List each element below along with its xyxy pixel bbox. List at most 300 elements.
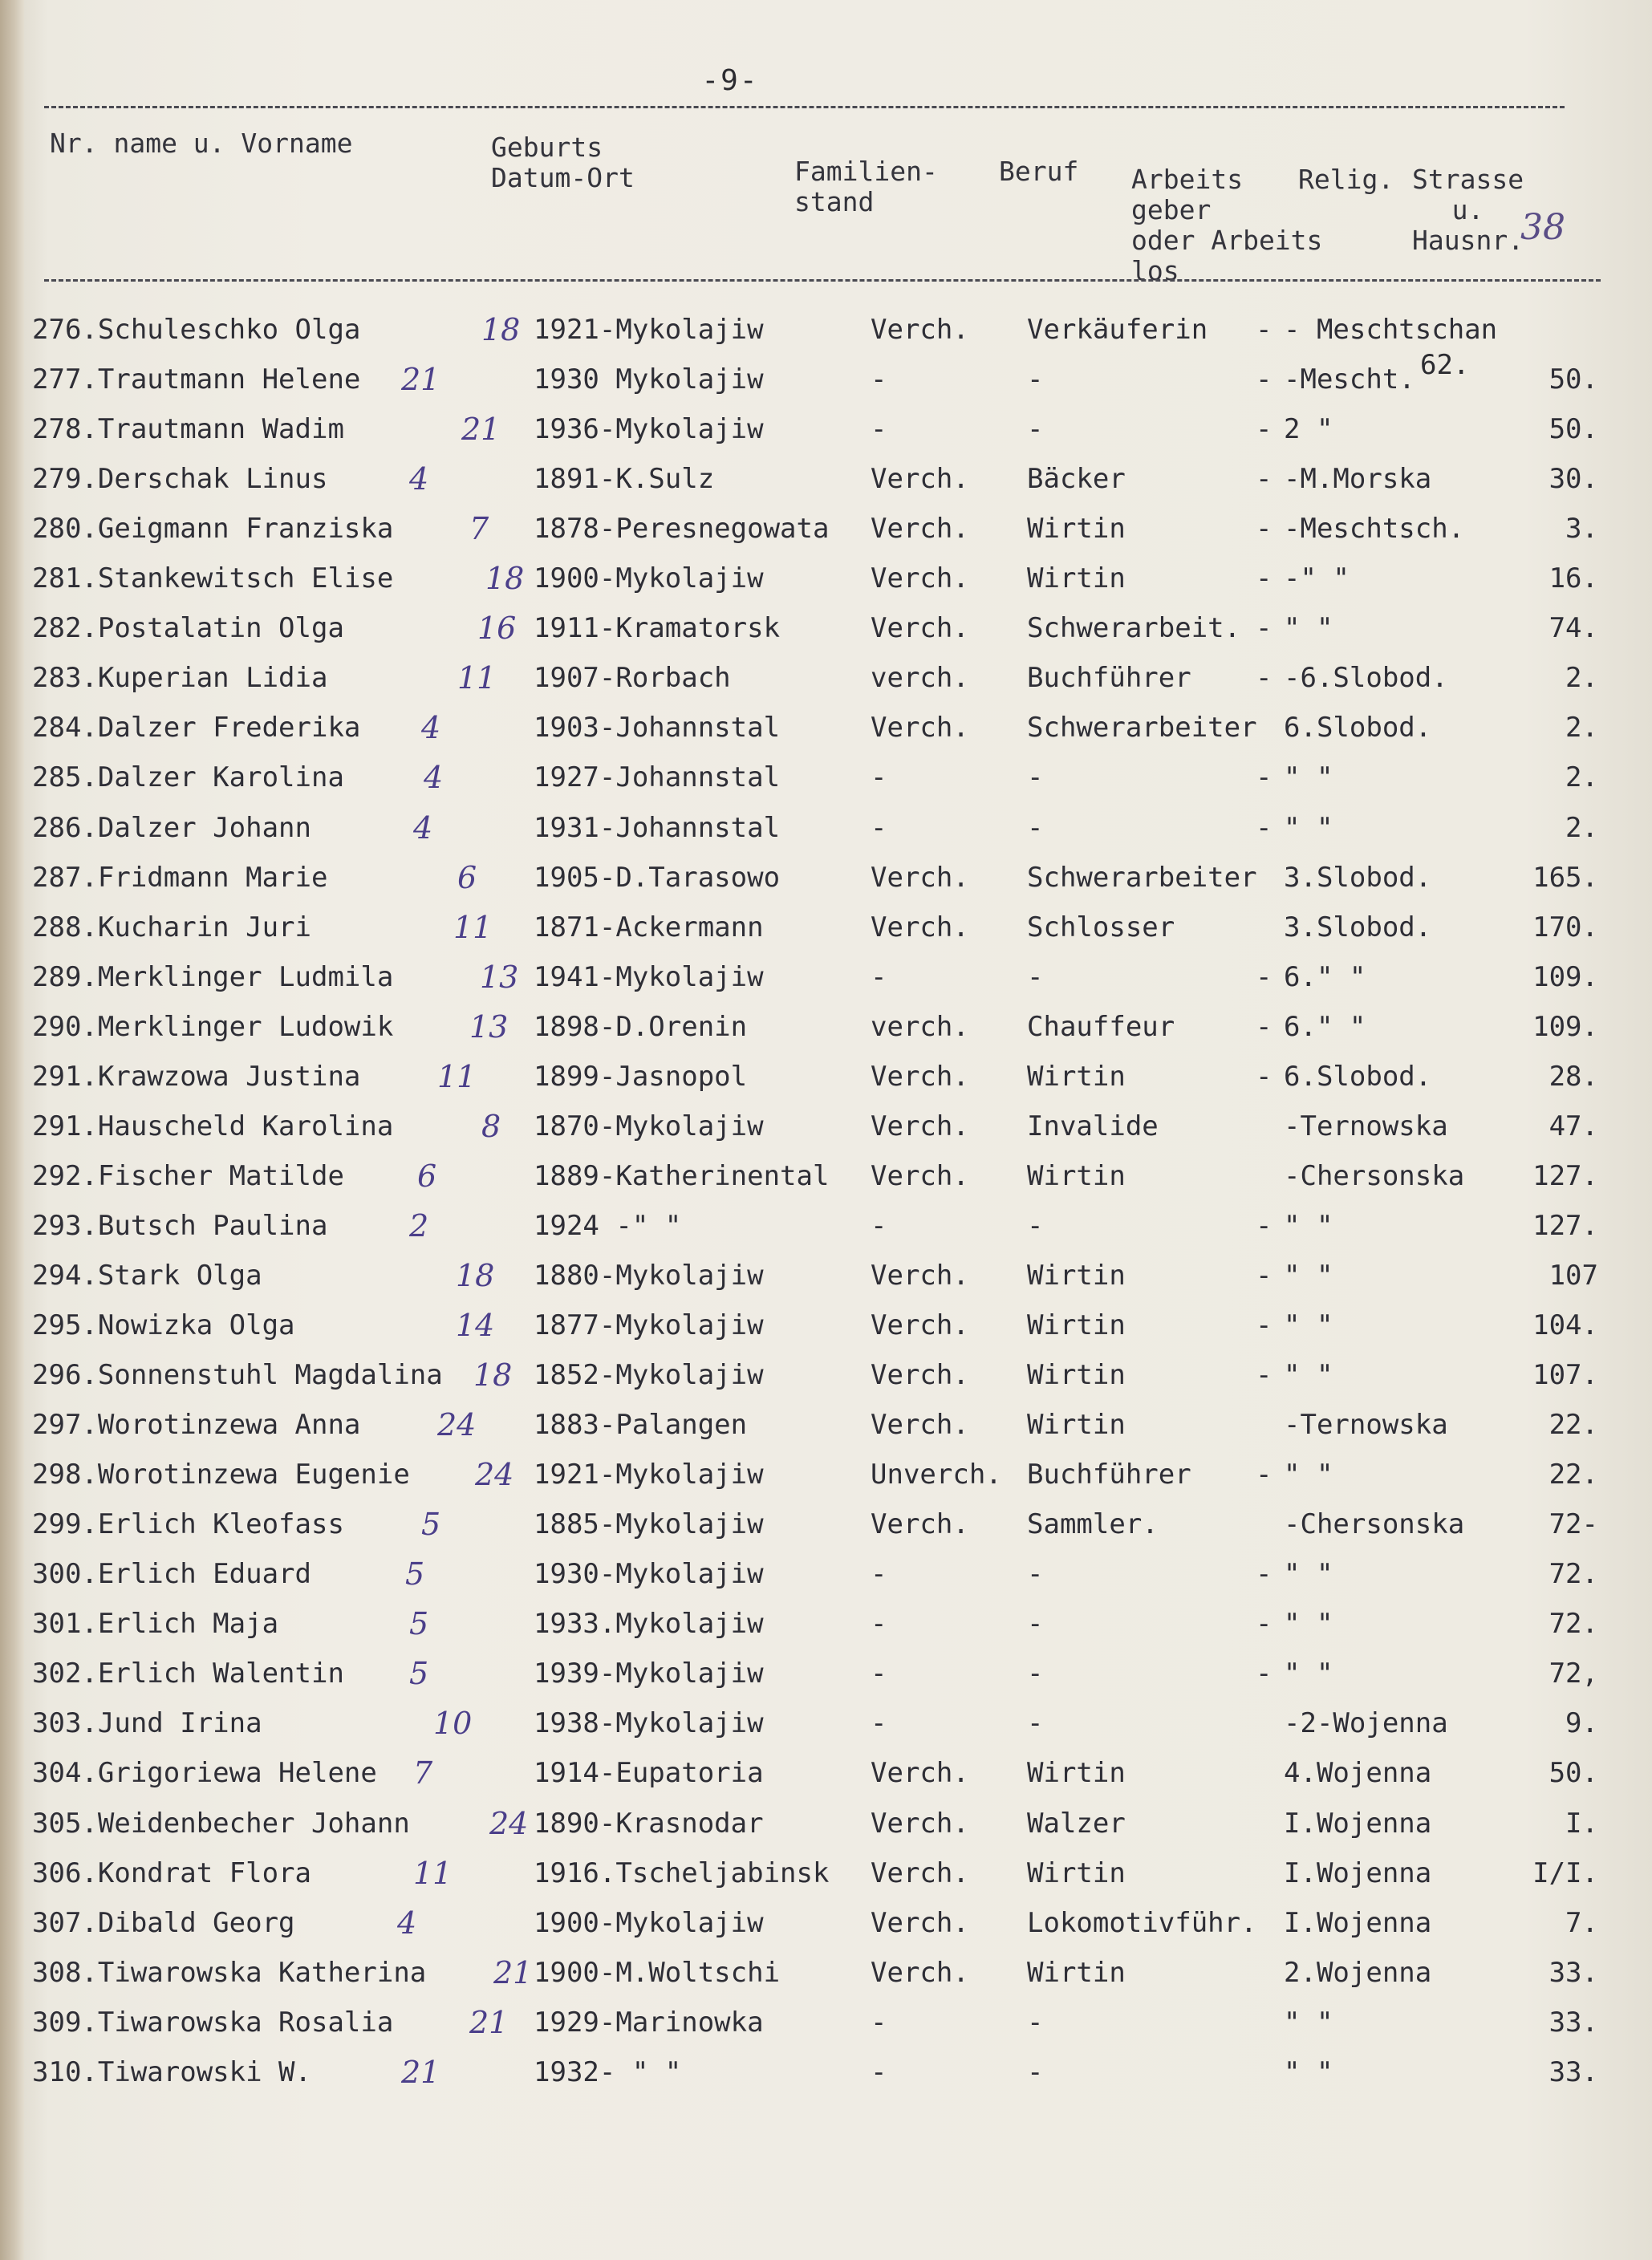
table-row [0,1507,1652,1556]
occupation: - [1027,1707,1044,1740]
birth-date-place: 1931-Johannstal [534,811,781,844]
birth-date-place: 1890-Krasnodar [534,1807,764,1840]
employment-status: - [1256,612,1272,645]
table-row [0,2055,1652,2104]
birth-date-place: 1891-K.Sulz [534,463,715,496]
employment-status: - [1256,1459,1272,1491]
marital-status: Verch. [871,1359,969,1392]
house-number: 28. [1548,1060,1598,1093]
table-row [0,1607,1652,1655]
table-row [0,1557,1652,1605]
occupation: Wirtin [1027,1409,1126,1442]
street-address: " " [1284,1259,1333,1292]
table-row [0,1309,1652,1357]
handwritten-mark: 4 [409,461,429,497]
marital-status: Unverch. [871,1459,1002,1491]
street-address: -Chersonska [1284,1508,1465,1541]
street-address: -Ternowska [1284,1409,1448,1442]
employment-status: - [1256,1010,1272,1043]
handwritten-mark: 11 [457,660,497,696]
handwritten-mark: 4 [397,1905,417,1941]
person-name: 287.Fridmann Marie [32,861,328,894]
marital-status: Verch. [871,1110,969,1142]
house-number: I/I. [1532,1856,1598,1889]
birth-date-place: 1930-Mykolajiw [534,1558,764,1591]
table-row [0,562,1652,610]
header-arbeitgeber: Arbeits geber oder Arbeits los [1131,164,1323,286]
handwritten-mark: 7 [469,511,489,547]
occupation: Wirtin [1027,1856,1126,1889]
handwritten-mark: 8 [481,1108,501,1144]
person-name: 279.Derschak Linus [32,463,328,496]
street-address: " " [1284,1558,1333,1591]
employment-status: - [1256,1209,1272,1242]
person-name: 304.Grigoriewa Helene [32,1757,377,1790]
header-familienstand: Familien- stand [794,156,938,217]
house-number: 16. [1548,562,1598,595]
house-number: 127. [1532,1159,1598,1192]
street-address: " " [1284,2055,1333,2088]
street-address: " " [1284,1209,1333,1242]
handwritten-mark: 7 [413,1755,433,1791]
handwritten-mark: 4 [421,710,441,746]
street-address: 6.Slobod. [1284,712,1432,745]
table-row [0,711,1652,759]
street-address: I.Wojenna [1284,1906,1432,1939]
table-row [0,1408,1652,1456]
birth-date-place: 1924 -" " [534,1209,682,1242]
employment-status: - [1256,1657,1272,1690]
header-relig: Relig. [1298,164,1394,195]
handwritten-mark: 13 [480,959,519,995]
person-name: 289.Merklinger Ludmila [32,960,394,993]
marital-status: Verch. [871,1309,969,1341]
handwritten-mark: 21 [493,1954,533,1990]
employment-status: - [1256,1309,1272,1341]
table-row [0,861,1652,909]
marital-status: Verch. [871,1159,969,1192]
birth-date-place: 1938-Mykolajiw [534,1707,764,1740]
birth-date-place: 1916.Tscheljabinsk [534,1856,830,1889]
handwritten-mark: 11 [437,1058,477,1094]
street-address: -6.Slobod. [1284,662,1448,695]
table-row [0,1010,1652,1058]
marital-status: Verch. [871,1856,969,1889]
table-row [0,1956,1652,2004]
birth-date-place: 1914-Eupatoria [534,1757,764,1790]
birth-date-place: 1911-Kramatorsk [534,612,781,645]
person-name: 294.Stark Olga [32,1259,262,1292]
birth-date-place: 1939-Mykolajiw [534,1657,764,1690]
marital-status: Verch. [871,513,969,546]
street-address: " " [1284,811,1333,844]
employment-status: - [1256,960,1272,993]
employment-status: - [1256,1060,1272,1093]
handwritten-mark: 5 [409,1656,429,1692]
occupation: Sammler. [1027,1508,1159,1541]
header-nr-name: Nr. name u. Vorname [50,128,353,159]
house-number: 109. [1532,960,1598,993]
occupation: Invalide [1027,1110,1159,1142]
employment-status: - [1256,1558,1272,1591]
birth-date-place: 1871-Ackermann [534,911,764,943]
house-number: 33. [1548,2055,1598,2088]
marital-status: Verch. [871,612,969,645]
occupation: Buchführer [1027,662,1191,695]
table-row [0,1259,1652,1307]
house-number: 107 [1548,1259,1598,1292]
person-name: 308.Tiwarowska Katherina [32,1956,427,1989]
house-number: 72, [1548,1657,1598,1690]
house-number: 3. [1565,513,1598,546]
employment-status: - [1256,1608,1272,1641]
table-row [0,611,1652,659]
occupation: - [1027,1657,1044,1690]
handwritten-mark: 21 [461,412,501,448]
marital-status: - [871,2006,887,2039]
person-name: 285.Dalzer Karolina [32,761,344,794]
occupation: Wirtin [1027,1757,1126,1790]
street-address: " " [1284,612,1333,645]
marital-status: Verch. [871,1409,969,1442]
birth-date-place: 1929-Marinowka [534,2006,764,2039]
birth-date-place: 1903-Johannstal [534,712,781,745]
table-row [0,1159,1652,1207]
occupation: - [1027,1209,1044,1242]
street-address: -Ternowska [1284,1110,1448,1142]
marital-status: - [871,363,887,396]
occupation: Schwerarbeiter [1027,712,1257,745]
handwritten-mark: 10 [433,1706,473,1742]
birth-date-place: 1932- " " [534,2055,682,2088]
occupation: - [1027,413,1044,446]
marital-status: Verch. [871,314,969,346]
handwritten-mark: 21 [401,2054,440,2090]
birth-date-place: 1870-Mykolajiw [534,1110,764,1142]
house-number: 22. [1548,1459,1598,1491]
occupation: - [1027,363,1044,396]
person-name: 292.Fischer Matilde [32,1159,344,1192]
birth-date-place: 1936-Mykolajiw [534,413,764,446]
street-address: I.Wojenna [1284,1856,1432,1889]
person-name: 288.Kucharin Juri [32,911,311,943]
house-number: 7. [1565,1906,1598,1939]
occupation: Verkäuferin [1027,314,1208,346]
occupation: Chauffeur [1027,1010,1175,1043]
person-name: 310.Tiwarowski W. [32,2055,311,2088]
handwritten-mark: 18 [485,561,525,597]
person-name: 307.Dibald Georg [32,1906,295,1939]
house-number: 30. [1548,463,1598,496]
street-address: 2.Wojenna [1284,1956,1432,1989]
marital-status: - [871,2055,887,2088]
house-number: 33. [1548,2006,1598,2039]
marital-status: Verch. [871,1757,969,1790]
table-row [0,1060,1652,1108]
house-number: 127. [1532,1209,1598,1242]
occupation: Wirtin [1027,513,1126,546]
house-number: 107. [1532,1359,1598,1392]
occupation: - [1027,761,1044,794]
street-address: " " [1284,1608,1333,1641]
employment-status: - [1256,463,1272,496]
marital-status: - [871,761,887,794]
person-name: 303.Jund Irina [32,1707,262,1740]
marital-status: - [871,1209,887,1242]
person-name: 282.Postalatin Olga [32,612,344,645]
person-name: 278.Trautmann Wadim [32,413,344,446]
street-address: " " [1284,761,1333,794]
handwritten-mark: 18 [456,1257,495,1293]
handwritten-mark: 2 [409,1207,429,1244]
table-row [0,761,1652,809]
marital-status: - [871,1707,887,1740]
handwritten-mark: 6 [457,859,477,895]
handwritten-mark: 5 [405,1556,425,1593]
handwritten-mark: 13 [469,1008,509,1045]
birth-date-place: 1880-Mykolajiw [534,1259,764,1292]
house-number: 2. [1565,811,1598,844]
table-row [0,1807,1652,1855]
birth-date-place: 1930 Mykolajiw [534,363,764,396]
person-name: 276.Schuleschko Olga [32,314,361,346]
house-number: 72- [1548,1508,1598,1541]
table-row [0,1657,1652,1705]
person-name: 281.Stankewitsch Elise [32,562,394,595]
marital-status: - [871,1657,887,1690]
person-name: 277.Trautmann Helene [32,363,361,396]
birth-date-place: 1899-Jasnopol [534,1060,748,1093]
marital-status: Verch. [871,911,969,943]
handwritten-mark: 18 [481,312,521,347]
marital-status: Verch. [871,562,969,595]
street-address: 6." " [1284,960,1366,993]
street-address: 2 " [1284,413,1333,446]
house-number: 9. [1565,1707,1598,1740]
occupation: Schwerarbeiter [1027,861,1257,894]
birth-date-place: 1900-Mykolajiw [534,1906,764,1939]
occupation: - [1027,811,1044,844]
marital-status: Verch. [871,1956,969,1989]
handwritten-mark: 11 [413,1855,453,1891]
house-number: 50. [1548,1757,1598,1790]
person-name: 306.Kondrat Flora [32,1856,311,1889]
birth-date-place: 1877-Mykolajiw [534,1309,764,1341]
street-address: " " [1284,1657,1333,1690]
house-number: 109. [1532,1010,1598,1043]
marital-status: Verch. [871,861,969,894]
employment-status: - [1256,513,1272,546]
person-name: 291.Hauscheld Karolina [32,1110,394,1142]
birth-date-place: 1878-Peresnegowata [534,513,830,546]
person-name: 286.Dalzer Johann [32,811,311,844]
house-number: 2. [1565,662,1598,695]
house-number: 47. [1548,1110,1598,1142]
street-address: -M.Morska [1284,463,1432,496]
occupation: - [1027,1558,1044,1591]
house-number: 72. [1548,1558,1598,1591]
occupation: Schlosser [1027,911,1175,943]
header-strasse: Strasse u. Hausnr. [1412,164,1524,256]
person-name: 305.Weidenbecher Johann [32,1807,410,1840]
handwritten-mark: 5 [421,1507,441,1543]
handwritten-mark: 6 [417,1158,437,1194]
birth-date-place: 1933.Mykolajiw [534,1608,764,1641]
employment-status: - [1256,761,1272,794]
occupation: - [1027,2006,1044,2039]
table-row [0,2006,1652,2054]
birth-date-place: 1907-Rorbach [534,662,731,695]
birth-date-place: 1885-Mykolajiw [534,1508,764,1541]
marital-status: Verch. [871,463,969,496]
street-address: -2-Wojenna [1284,1707,1448,1740]
birth-date-place: 1898-D.Orenin [534,1010,748,1043]
table-row [0,911,1652,959]
occupation: Buchführer [1027,1459,1191,1491]
handwritten-mark: 21 [401,362,440,398]
table-row [0,1358,1652,1406]
street-address: " " [1284,1309,1333,1341]
occupation: Wirtin [1027,1956,1126,1989]
handwritten-mark: 16 [477,611,517,647]
street-address: -Meschtsch. [1284,513,1465,546]
house-number: 50. [1548,363,1598,396]
handwritten-mark: 24 [475,1457,514,1493]
person-name: 301.Erlich Maja [32,1608,279,1641]
table-row [0,1110,1652,1158]
person-name: 291.Krawzowa Justina [32,1060,361,1093]
house-number: 2. [1565,761,1598,794]
birth-date-place: 1889-Katherinental [534,1159,830,1192]
street-address: 3.Slobod. [1284,861,1432,894]
person-name: 302.Erlich Walentin [32,1657,344,1690]
table-row [0,1756,1652,1804]
handwritten-mark: 14 [456,1308,495,1343]
house-number: 2. [1565,712,1598,745]
marital-status: - [871,811,887,844]
birth-date-place: 1900-Mykolajiw [534,562,764,595]
house-number: I. [1565,1807,1598,1840]
table-row [0,1209,1652,1257]
occupation: Walzer [1027,1807,1126,1840]
street-address: - Meschtschan [1284,314,1498,346]
person-name: 284.Dalzer Frederika [32,712,361,745]
header-top-rule [44,106,1565,108]
marital-status: - [871,413,887,446]
table-row [0,1856,1652,1905]
person-name: 299.Erlich Kleofass [32,1508,344,1541]
table-row [0,512,1652,560]
employment-status: - [1256,562,1272,595]
house-number: 22. [1548,1409,1598,1442]
occupation: Wirtin [1027,1060,1126,1093]
handwritten-mark: 4 [413,809,433,846]
occupation: - [1027,960,1044,993]
marital-status: Verch. [871,712,969,745]
street-address: 6." " [1284,1010,1366,1043]
birth-date-place: 1921-Mykolajiw [534,314,764,346]
person-name: 296.Sonnenstuhl Magdalina [32,1359,443,1392]
occupation: Wirtin [1027,1359,1126,1392]
birth-date-place: 1927-Johannstal [534,761,781,794]
table-row [0,1906,1652,1954]
house-number: 33. [1548,1956,1598,1989]
house-number: 50. [1548,413,1598,446]
street-address: " " [1284,1359,1333,1392]
handwritten-mark: 11 [453,909,493,945]
street-address: " " [1284,2006,1333,2039]
marital-status: Verch. [871,1807,969,1840]
handwritten-mark: 21 [469,2004,509,2040]
occupation: Bäcker [1027,463,1126,496]
table-row [0,1706,1652,1755]
table-row [0,363,1652,411]
street-address: 6.Slobod. [1284,1060,1432,1093]
person-name: 280.Geigmann Franziska [32,513,394,546]
street-address: -" " [1284,562,1350,595]
person-name: 298.Worotinzewa Eugenie [32,1459,410,1491]
occupation: Wirtin [1027,1159,1126,1192]
street-address: 3.Slobod. [1284,911,1432,943]
person-name: 309.Tiwarowska Rosalia [32,2006,394,2039]
occupation: Schwerarbeit. [1027,612,1241,645]
table-row [0,1458,1652,1506]
table-row [0,462,1652,510]
house-number: 165. [1532,861,1598,894]
marital-status: - [871,960,887,993]
employment-status: - [1256,811,1272,844]
marital-status: Verch. [871,1906,969,1939]
house-number: 74. [1548,612,1598,645]
occupation: Wirtin [1027,1259,1126,1292]
marital-status: Verch. [871,1060,969,1093]
street-address: -Chersonska [1284,1159,1465,1192]
employment-status: - [1256,363,1272,396]
handwritten-mark: 24 [437,1407,477,1443]
employment-status: - [1256,662,1272,695]
birth-date-place: 1883-Palangen [534,1409,748,1442]
employment-status: - [1256,1259,1272,1292]
header-beruf: Beruf [999,156,1079,187]
occupation: - [1027,1608,1044,1641]
employment-status: - [1256,413,1272,446]
occupation: Wirtin [1027,562,1126,595]
table-row [0,811,1652,859]
person-name: 283.Kuperian Lidia [32,662,328,695]
handwritten-page-mark: 38 [1520,207,1565,248]
street-address: 4.Wojenna [1284,1757,1432,1790]
birth-date-place: 1900-M.Woltschi [534,1956,781,1989]
occupation: - [1027,2055,1044,2088]
person-name: 300.Erlich Eduard [32,1558,311,1591]
occupation: Lokomotivführ. [1027,1906,1257,1939]
house-number: 170. [1532,911,1598,943]
marital-status: verch. [871,1010,969,1043]
marital-status: - [871,1608,887,1641]
handwritten-mark: 24 [489,1805,529,1841]
birth-date-place: 1941-Mykolajiw [534,960,764,993]
marital-status: Verch. [871,1508,969,1541]
handwritten-mark: 18 [473,1357,513,1394]
birth-date-place: 1921-Mykolajiw [534,1459,764,1491]
house-number: 72. [1548,1608,1598,1641]
birth-date-place: 1852-Mykolajiw [534,1359,764,1392]
address-continuation: 62. [1420,349,1470,381]
table-row [0,661,1652,709]
person-name: 293.Butsch Paulina [32,1209,328,1242]
handwritten-mark: 4 [424,760,444,796]
street-address: " " [1284,1459,1333,1491]
